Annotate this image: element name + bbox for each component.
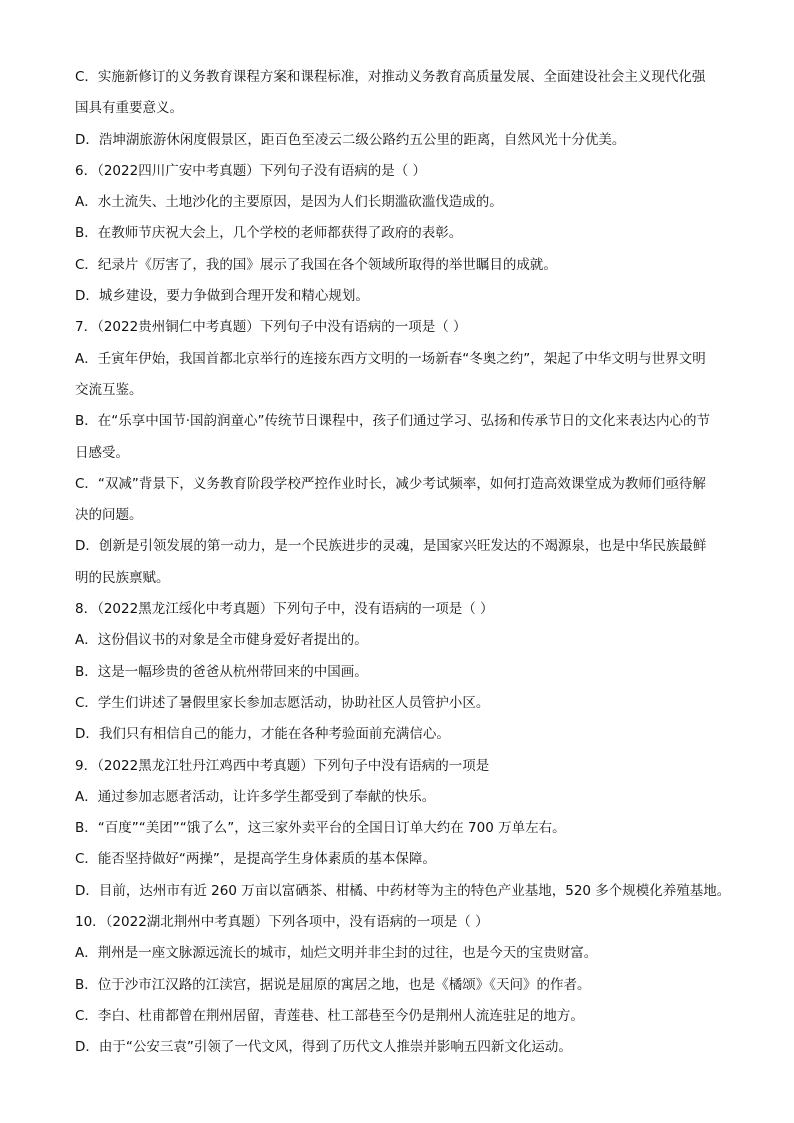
option-c: C．纪录片《厉害了，我的国》展示了我国在各个领域所取得的举世瞩目的成就。 bbox=[75, 256, 557, 273]
option-c: C．能否坚持做好“两操”，是提高学生身体素质的基本保障。 bbox=[75, 851, 436, 868]
option-d: D．我们只有相信自己的能力，才能在各种考验面前充满信心。 bbox=[75, 726, 450, 743]
option-c: C．“双减”背景下，义务教育阶段学校严控作业时长，减少考试频率，如何打造高效课堂成为教师们亟待解 bbox=[75, 475, 706, 492]
option-d-continued: 明的民族禀赋。 bbox=[75, 569, 170, 586]
option-b: B．在“乐享中国节·国韵润童心”传统节日课程中，孩子们通过学习、弘扬和传承节日的文化来表达内心的节 bbox=[75, 413, 711, 430]
option-c: C．学生们讲述了暑假里家长参加志愿活动，协助社区人员管护小区。 bbox=[75, 694, 490, 711]
option-a: A．荆州是一座文脉源远流长的城市，灿烂文明并非尘封的过往，也是今天的宝贵财富。 bbox=[75, 945, 598, 962]
option-a: A．水土流失、土地沙化的主要原因，是因为人们长期滥砍滥伐造成的。 bbox=[75, 194, 503, 211]
option-b: B．位于沙市江汉路的江渎宫，据说是屈原的寓居之地，也是《橘颂》《天问》的作者。 bbox=[75, 976, 591, 993]
option-b: B．在教师节庆祝大会上，几个学校的老师都获得了政府的表彰。 bbox=[75, 225, 463, 242]
text-line: 国具有重要意义。 bbox=[75, 100, 183, 117]
option-d: D．城乡建设，要力争做到合理开发和精心规划。 bbox=[75, 288, 369, 305]
option-b-continued: 日感受。 bbox=[75, 444, 129, 461]
option-a: A．这份倡议书的对象是全市健身爱好者提出的。 bbox=[75, 632, 368, 649]
option-b: B．“百度”“美团”“饿了么”，这三家外卖平台的全国日订单大约在 700 万单左右。 bbox=[75, 820, 566, 837]
question-10-stem: 10．（2022湖北荆州中考真题）下列各项中，没有语病的一项是（ ） bbox=[75, 914, 489, 931]
question-8-stem: 8．（2022黑龙江绥化中考真题）下列句子中，没有语病的一项是（ ） bbox=[75, 601, 494, 618]
option-d: D．由于“公安三袁”引领了一代文风，得到了历代文人推崇并影响五四新文化运动。 bbox=[75, 1039, 572, 1056]
option-a: A．壬寅年伊始，我国首都北京举行的连接东西方文明的一场新春“冬奥之约”，架起了中华文明与世界文明 bbox=[75, 350, 706, 367]
text-line: C．实施新修订的义务教育课程方案和课程标准，对推动义务教育高质量发展、全面建设社会主义现代化强 bbox=[75, 69, 706, 85]
option-a-continued: 交流互鉴。 bbox=[75, 381, 143, 398]
option-d: D．目前，达州市有近 260 万亩以富硒茶、柑橘、中药材等为主的特色产业基地，520 多个规模化养殖基地。 bbox=[75, 882, 731, 899]
question-text-block bbox=[75, 62, 735, 1064]
option-a: A．通过参加志愿者活动，让许多学生都受到了奉献的快乐。 bbox=[75, 788, 436, 805]
question-7-stem: 7．（2022贵州铜仁中考真题）下列句子中没有语病的一项是（ ） bbox=[75, 319, 467, 336]
option-c-continued: 决的问题。 bbox=[75, 507, 143, 524]
text-line: D．浩坤湖旅游休闲度假景区，距百色至凌云二级公路约五公里的距离，自然风光十分优美。 bbox=[75, 131, 626, 148]
option-d: D．创新是引领发展的第一动力，是一个民族进步的灵魂，是国家兴旺发达的不竭源泉，也是中华民族最鲜 bbox=[75, 538, 707, 555]
option-b: B．这是一幅珍贵的爸爸从杭州带回来的中国画。 bbox=[75, 663, 368, 680]
question-9-stem: 9．（2022黑龙江牡丹江鸡西中考真题）下列句子中没有语病的一项是 bbox=[75, 757, 490, 774]
option-c: C．李白、杜甫都曾在荆州居留，青莲巷、杜工部巷至今仍是荆州人流连驻足的地方。 bbox=[75, 1007, 584, 1024]
question-6-stem: 6．（2022四川广安中考真题）下列句子没有语病的是（ ） bbox=[75, 162, 426, 179]
